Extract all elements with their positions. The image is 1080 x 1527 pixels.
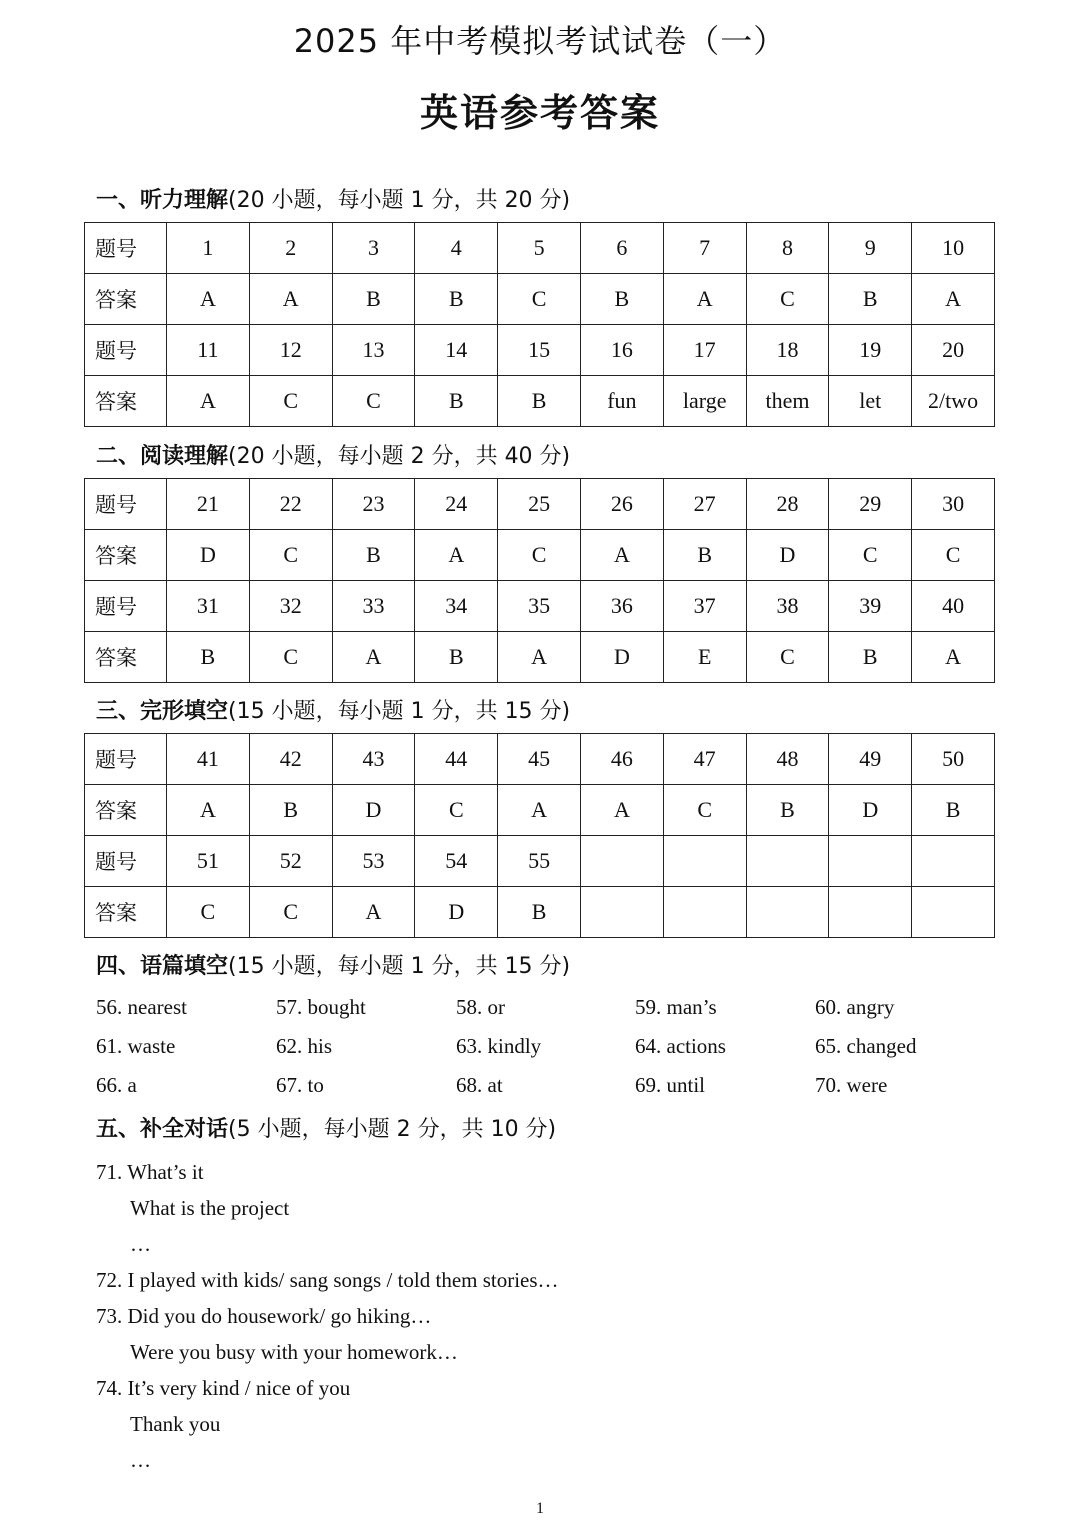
- fill-answer: 57. bought: [276, 995, 366, 1019]
- fill-answer: 69. until: [635, 1073, 706, 1097]
- table-cell: 4: [415, 223, 498, 274]
- table-cell: 27: [663, 479, 746, 530]
- table-cell: 8: [746, 223, 829, 274]
- table-cell: B: [249, 785, 332, 836]
- table-cell: C: [746, 274, 829, 325]
- table-cell: 1: [167, 223, 250, 274]
- fill-answer: 68. at: [456, 1073, 503, 1097]
- table-cell: 24: [415, 479, 498, 530]
- table-cell: 51: [167, 836, 250, 887]
- table-cell: 17: [663, 325, 746, 376]
- table-cell: 13: [332, 325, 415, 376]
- table-cell: C: [249, 376, 332, 427]
- section-title: 二、阅读理解: [96, 444, 229, 469]
- table-cell: 14: [415, 325, 498, 376]
- row-label: 答案: [85, 887, 167, 938]
- table-row: [85, 836, 995, 887]
- table-cell: [912, 836, 995, 887]
- section-heading-cloze: [96, 694, 570, 725]
- table-row: [85, 887, 995, 938]
- table-cell: 36: [580, 581, 663, 632]
- table-cell: C: [498, 530, 581, 581]
- table-cell: 41: [167, 734, 250, 785]
- dialogue-line: …: [130, 1448, 151, 1472]
- table-cell: [829, 887, 912, 938]
- table-cell: 54: [415, 836, 498, 887]
- fill-answer: 56. nearest: [96, 995, 187, 1019]
- table-cell: [746, 836, 829, 887]
- table-cell: 20: [912, 325, 995, 376]
- table-cell: A: [332, 887, 415, 938]
- row-label: 答案: [85, 632, 167, 683]
- table-cell: 12: [249, 325, 332, 376]
- fill-answer: 63. kindly: [456, 1034, 542, 1058]
- table-cell: 21: [167, 479, 250, 530]
- table-row: [85, 479, 995, 530]
- table-cell: A: [167, 785, 250, 836]
- table-cell: 19: [829, 325, 912, 376]
- section-note: (5 小题，每小题 2 分，共 10 分): [228, 1117, 557, 1142]
- table-cell: C: [498, 274, 581, 325]
- table-cell: A: [580, 785, 663, 836]
- table-cell: C: [746, 632, 829, 683]
- section-note: (20 小题，每小题 1 分，共 20 分): [228, 188, 571, 213]
- table-cell: 46: [580, 734, 663, 785]
- table-cell: large: [663, 376, 746, 427]
- table-row: [85, 325, 995, 376]
- table-row: [85, 632, 995, 683]
- row-label: 答案: [85, 376, 167, 427]
- table-cell: 3: [332, 223, 415, 274]
- table-cell: 42: [249, 734, 332, 785]
- table-cell: B: [912, 785, 995, 836]
- table-cell: 48: [746, 734, 829, 785]
- table-cell: 31: [167, 581, 250, 632]
- table-cell: 50: [912, 734, 995, 785]
- table-cell: [746, 887, 829, 938]
- table-cell: 23: [332, 479, 415, 530]
- table-cell: D: [332, 785, 415, 836]
- table-cell: 37: [663, 581, 746, 632]
- section-title: 三、完形填空: [96, 699, 229, 724]
- table-cell: 11: [167, 325, 250, 376]
- fill-answer: 60. angry: [815, 995, 895, 1019]
- table-cell: A: [912, 632, 995, 683]
- table-cell: fun: [580, 376, 663, 427]
- fill-answer: 62. his: [276, 1034, 333, 1058]
- table-row: [85, 530, 995, 581]
- table-row: [85, 274, 995, 325]
- table-cell: [663, 836, 746, 887]
- table-cell: E: [663, 632, 746, 683]
- table-cell: 45: [498, 734, 581, 785]
- table-cell: 16: [580, 325, 663, 376]
- table-cell: B: [498, 376, 581, 427]
- table-cell: C: [249, 632, 332, 683]
- table-cell: C: [249, 887, 332, 938]
- table-cell: B: [332, 530, 415, 581]
- table-cell: B: [746, 785, 829, 836]
- section-heading-text-fill: [96, 949, 570, 980]
- section-note: (20 小题，每小题 2 分，共 40 分): [228, 444, 571, 469]
- table-row: [85, 223, 995, 274]
- row-label: 题号: [85, 581, 167, 632]
- table-cell: 15: [498, 325, 581, 376]
- answer-table-cloze: [84, 733, 995, 938]
- table-cell: 32: [249, 581, 332, 632]
- table-cell: 53: [332, 836, 415, 887]
- table-cell: A: [498, 632, 581, 683]
- table-row: [85, 734, 995, 785]
- table-cell: B: [829, 274, 912, 325]
- row-label: 答案: [85, 785, 167, 836]
- section-heading-dialogue: [96, 1112, 556, 1143]
- answer-table-reading: [84, 478, 995, 683]
- table-cell: 43: [332, 734, 415, 785]
- table-cell: 30: [912, 479, 995, 530]
- table-cell: 35: [498, 581, 581, 632]
- answer-key-title: 英语参考答案: [419, 91, 660, 135]
- exam-title: 2025 年中考模拟考试试卷（一）: [293, 22, 787, 60]
- section-note: (15 小题，每小题 1 分，共 15 分): [228, 954, 571, 979]
- page-number: 1: [536, 1500, 544, 1517]
- table-cell: 38: [746, 581, 829, 632]
- table-cell: 39: [829, 581, 912, 632]
- table-cell: C: [167, 887, 250, 938]
- table-cell: 25: [498, 479, 581, 530]
- table-cell: A: [580, 530, 663, 581]
- table-cell: A: [167, 376, 250, 427]
- section-title: 一、听力理解: [96, 188, 229, 213]
- table-cell: 33: [332, 581, 415, 632]
- table-cell: D: [746, 530, 829, 581]
- table-cell: D: [580, 632, 663, 683]
- section-title: 四、语篇填空: [96, 954, 229, 979]
- table-cell: A: [912, 274, 995, 325]
- fill-answer: 66. a: [96, 1073, 137, 1097]
- table-cell: [580, 836, 663, 887]
- dialogue-line: Were you busy with your homework…: [130, 1340, 458, 1364]
- table-cell: C: [332, 376, 415, 427]
- dialogue-line: 71. What’s it: [96, 1160, 204, 1184]
- table-cell: 9: [829, 223, 912, 274]
- dialogue-line: 74. It’s very kind / nice of you: [96, 1376, 351, 1400]
- table-cell: C: [415, 785, 498, 836]
- dialogue-line: …: [130, 1232, 151, 1256]
- dialogue-line: Thank you: [130, 1412, 221, 1436]
- table-cell: A: [663, 274, 746, 325]
- table-cell: A: [498, 785, 581, 836]
- table-cell: 28: [746, 479, 829, 530]
- fill-answer: 64. actions: [635, 1034, 726, 1058]
- row-label: 题号: [85, 836, 167, 887]
- table-cell: 2/two: [912, 376, 995, 427]
- table-cell: B: [332, 274, 415, 325]
- table-cell: [912, 887, 995, 938]
- section-heading-listening: [96, 183, 570, 214]
- section-heading-reading: [96, 439, 570, 470]
- table-cell: B: [580, 274, 663, 325]
- row-label: 题号: [85, 734, 167, 785]
- table-cell: 18: [746, 325, 829, 376]
- table-cell: B: [415, 274, 498, 325]
- fill-answer: 58. or: [456, 995, 505, 1019]
- fill-answer: 65. changed: [815, 1034, 917, 1058]
- table-cell: 55: [498, 836, 581, 887]
- table-cell: 52: [249, 836, 332, 887]
- row-label: 题号: [85, 223, 167, 274]
- table-cell: 22: [249, 479, 332, 530]
- fill-answer: 61. waste: [96, 1034, 176, 1058]
- row-label: 题号: [85, 325, 167, 376]
- answer-table-listening: [84, 222, 995, 427]
- dialogue-line: What is the project: [130, 1196, 290, 1220]
- table-cell: 44: [415, 734, 498, 785]
- table-cell: [663, 887, 746, 938]
- row-label: 答案: [85, 274, 167, 325]
- table-cell: B: [498, 887, 581, 938]
- table-cell: B: [167, 632, 250, 683]
- table-cell: 7: [663, 223, 746, 274]
- table-cell: 47: [663, 734, 746, 785]
- table-cell: A: [167, 274, 250, 325]
- table-cell: C: [663, 785, 746, 836]
- table-cell: D: [167, 530, 250, 581]
- fill-answer: 70. were: [815, 1073, 888, 1097]
- table-cell: A: [332, 632, 415, 683]
- dialogue-line: 72. I played with kids/ sang songs / told them stories…: [96, 1268, 559, 1292]
- table-cell: 26: [580, 479, 663, 530]
- table-cell: B: [415, 376, 498, 427]
- table-cell: [829, 836, 912, 887]
- table-cell: [580, 887, 663, 938]
- table-cell: C: [912, 530, 995, 581]
- table-cell: 10: [912, 223, 995, 274]
- table-cell: A: [249, 274, 332, 325]
- table-cell: C: [829, 530, 912, 581]
- table-cell: 49: [829, 734, 912, 785]
- table-cell: 34: [415, 581, 498, 632]
- table-cell: B: [415, 632, 498, 683]
- row-label: 答案: [85, 530, 167, 581]
- table-cell: A: [415, 530, 498, 581]
- section-title: 五、补全对话: [96, 1117, 229, 1142]
- table-cell: D: [415, 887, 498, 938]
- fill-answer: 67. to: [276, 1073, 324, 1097]
- table-cell: 6: [580, 223, 663, 274]
- table-cell: D: [829, 785, 912, 836]
- table-cell: 2: [249, 223, 332, 274]
- fill-answer: 59. man’s: [635, 995, 717, 1019]
- table-cell: 5: [498, 223, 581, 274]
- table-cell: B: [663, 530, 746, 581]
- table-row: [85, 581, 995, 632]
- table-cell: them: [746, 376, 829, 427]
- table-cell: B: [829, 632, 912, 683]
- table-row: [85, 376, 995, 427]
- dialogue-line: 73. Did you do housework/ go hiking…: [96, 1304, 432, 1328]
- table-cell: 29: [829, 479, 912, 530]
- table-row: [85, 785, 995, 836]
- table-cell: C: [249, 530, 332, 581]
- table-cell: 40: [912, 581, 995, 632]
- table-cell: let: [829, 376, 912, 427]
- row-label: 题号: [85, 479, 167, 530]
- section-note: (15 小题，每小题 1 分，共 15 分): [228, 699, 571, 724]
